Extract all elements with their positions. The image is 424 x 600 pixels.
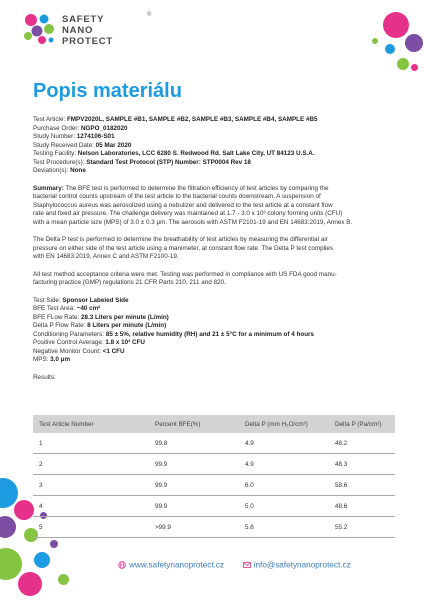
paragraph-line: All test method acceptance criteria were met. Testing was performed in compliance with US FDA good manu- bbox=[33, 270, 337, 278]
decor-circle bbox=[34, 552, 50, 568]
summary-line: Staphylococcus aureus was aerosolized using a nebulizer and delivered to the test article at a constant flow bbox=[33, 201, 333, 209]
table-cell: 5.0 bbox=[239, 496, 329, 517]
decor-circle bbox=[50, 540, 58, 548]
table-cell: 58.6 bbox=[329, 475, 395, 496]
decor-circle bbox=[385, 44, 395, 54]
meta-label: Deviation(s): bbox=[33, 167, 71, 174]
param-row bbox=[33, 331, 395, 340]
decor-circle bbox=[372, 38, 378, 44]
parameters-block bbox=[33, 297, 395, 365]
email-link[interactable]: info@safetynanoprotect.cz bbox=[253, 560, 351, 570]
table-cell: 99.9 bbox=[149, 475, 239, 496]
param-value: 3.0 μm bbox=[50, 356, 71, 363]
param-row bbox=[33, 314, 395, 323]
meta-label: Study Received Date: bbox=[33, 141, 96, 149]
results-label: Results: bbox=[33, 373, 56, 381]
meta-value: Standard Test Protocol (STP) Number: STP0004 Rev 18 bbox=[86, 158, 251, 166]
table-cell: 4.9 bbox=[239, 454, 329, 475]
summary-line: with a mean particle size (MPS) of 3.0 ± 0.3 μm. The aerosols with ASTM F2101-19 and EN 14683:2019, Annex B. bbox=[33, 218, 353, 226]
delta-p-paragraph bbox=[33, 236, 395, 262]
param-value: 28.3 Liters per minute (L/min) bbox=[80, 313, 169, 321]
summary-line bbox=[33, 185, 395, 194]
param-row bbox=[33, 305, 395, 314]
table-cell: 4.9 bbox=[239, 433, 329, 454]
table-row bbox=[33, 517, 395, 538]
decor-circle bbox=[58, 574, 69, 585]
decor-circle bbox=[397, 58, 409, 70]
paragraph-line: facturing practice (GMP) regulations 21 CFR Parts 210, 211 and 820. bbox=[33, 279, 226, 286]
decor-circle bbox=[383, 12, 409, 38]
globe-icon bbox=[118, 561, 126, 569]
table-cell: 48.6 bbox=[329, 496, 395, 517]
table-cell: 99.9 bbox=[149, 454, 239, 475]
param-label: Test Side: bbox=[33, 296, 63, 304]
logo-line-2: NANO bbox=[62, 25, 94, 36]
column-header: Percent BFE(%) bbox=[149, 415, 239, 433]
gmp-paragraph bbox=[33, 271, 395, 288]
table-cell: >99.9 bbox=[149, 517, 239, 538]
column-header: Test Article Number bbox=[33, 415, 149, 433]
meta-row bbox=[33, 142, 395, 151]
table-cell: 5 bbox=[33, 517, 149, 538]
logo-wordmark bbox=[62, 14, 113, 47]
meta-row bbox=[33, 159, 395, 168]
param-label: BFE FLow Rate: bbox=[33, 313, 81, 321]
paragraph-line: The Delta P test is performed to determine the breathability of test articles by measuring the differential air bbox=[33, 236, 328, 243]
table-header-row bbox=[33, 415, 395, 433]
meta-row bbox=[33, 116, 395, 125]
table-row bbox=[33, 454, 395, 475]
meta-value: 05 Mar 2020 bbox=[95, 141, 132, 149]
table-cell: 5.6 bbox=[239, 517, 329, 538]
table-cell: 4 bbox=[33, 496, 149, 517]
param-row bbox=[33, 348, 395, 357]
registered-mark: ® bbox=[147, 12, 152, 18]
meta-value: None bbox=[70, 167, 86, 174]
table-cell: 6.0 bbox=[239, 475, 329, 496]
summary-paragraph bbox=[33, 185, 395, 228]
param-label: Positive Control Average: bbox=[33, 339, 106, 346]
decor-circle bbox=[0, 516, 16, 538]
table-cell: 1 bbox=[33, 433, 149, 454]
meta-row bbox=[33, 167, 395, 176]
logo-mark-icon bbox=[22, 12, 56, 46]
param-value: 8 Liters per minute (L/min) bbox=[87, 322, 167, 329]
meta-label: Study Number: bbox=[33, 133, 77, 140]
param-row bbox=[33, 339, 395, 348]
param-value: <1 CFU bbox=[102, 347, 125, 355]
logo-line-1: SAFETY bbox=[62, 14, 105, 25]
meta-value: 1274106-S01 bbox=[76, 133, 115, 140]
param-label: BFE Test Area: bbox=[33, 305, 77, 312]
summary-line: rate and fixed air pressure. The challenge delivery was maintained at 1.7 - 3.0 x 10³ colony forming units (CFU) bbox=[33, 210, 343, 217]
summary-text: The BFE test is performed to determine the filtration efficiency of test articles by comparing the bbox=[63, 184, 329, 192]
table-cell: 48.2 bbox=[329, 433, 395, 454]
table-cell: 55.2 bbox=[329, 517, 395, 538]
meta-value: Nelson Laboratories, LCC 6280 S. Redwood Rd. Salt Lake City, UT 84123 U.S.A. bbox=[77, 150, 315, 157]
table-row bbox=[33, 433, 395, 454]
meta-block bbox=[33, 116, 395, 176]
param-row bbox=[33, 322, 395, 331]
column-header: Delta P (mm H₂O/cm²) bbox=[239, 415, 329, 433]
meta-label: Test Procedure(s): bbox=[33, 158, 87, 166]
param-label: Conditioning Parameters: bbox=[33, 330, 106, 338]
param-value: Sponsor Labeled Side bbox=[62, 296, 129, 304]
table-row bbox=[33, 496, 395, 517]
meta-label: Test Article: bbox=[33, 116, 67, 123]
meta-row bbox=[33, 150, 395, 159]
decor-circle bbox=[411, 64, 418, 71]
document-body bbox=[33, 116, 395, 382]
envelope-icon bbox=[243, 561, 251, 569]
decor-circle bbox=[405, 34, 423, 52]
param-label: Delta P Flow Rate: bbox=[33, 322, 88, 329]
param-value: 85 ± 5%, relative humidity (RH) and 21 ± 5°C for a minimum of 4 hours bbox=[105, 330, 314, 338]
meta-value: NGPO_0182020 bbox=[80, 124, 128, 132]
summary-label: Summary: bbox=[33, 184, 64, 192]
website-link[interactable]: www.safetynanoprotect.cz bbox=[129, 560, 225, 570]
table-cell: 3 bbox=[33, 475, 149, 496]
table-cell: 48.3 bbox=[329, 454, 395, 475]
table-cell: 99.9 bbox=[149, 496, 239, 517]
footer-contacts bbox=[118, 560, 351, 569]
decor-circle bbox=[0, 548, 22, 580]
page-title: Popis materiálu bbox=[33, 80, 182, 102]
paragraph-line: with EN 14683:2019, Annex C and ASTM F2100-19. bbox=[33, 253, 179, 260]
table-row bbox=[33, 475, 395, 496]
column-header: Delta P (Pa/cm²) bbox=[329, 415, 395, 433]
meta-row bbox=[33, 133, 395, 142]
param-label: MPS: bbox=[33, 356, 51, 363]
meta-row bbox=[33, 125, 395, 134]
paragraph-line: pressure on either side of the test article using a manimeter, at constant flow rate. The Delta P test complies bbox=[33, 244, 334, 252]
param-value: ~40 cm² bbox=[76, 305, 101, 312]
table-cell: 2 bbox=[33, 454, 149, 475]
decor-circle bbox=[14, 500, 34, 520]
meta-label: Purchase Order: bbox=[33, 124, 81, 132]
meta-value: FMPV2020L, SAMPLE #B1, SAMPLE #B2, SAMPLE #B3, SAMPLE #B4, SAMPLE #B5 bbox=[66, 116, 318, 123]
table-cell: 99.8 bbox=[149, 433, 239, 454]
decor-circle bbox=[18, 572, 42, 596]
param-value: 1.8 x 10³ CFU bbox=[105, 339, 145, 346]
results-table bbox=[33, 415, 395, 538]
summary-line: bacterial control counts upstream of the test article to the bacterial counts downstream. A suspension of bbox=[33, 193, 321, 200]
param-label: Negative Monitor Count: bbox=[33, 347, 103, 355]
param-row bbox=[33, 356, 395, 365]
logo-line-3: PROTECT bbox=[62, 36, 113, 47]
param-row bbox=[33, 297, 395, 306]
meta-label: Testing Facility: bbox=[33, 150, 78, 157]
company-logo bbox=[22, 12, 162, 56]
